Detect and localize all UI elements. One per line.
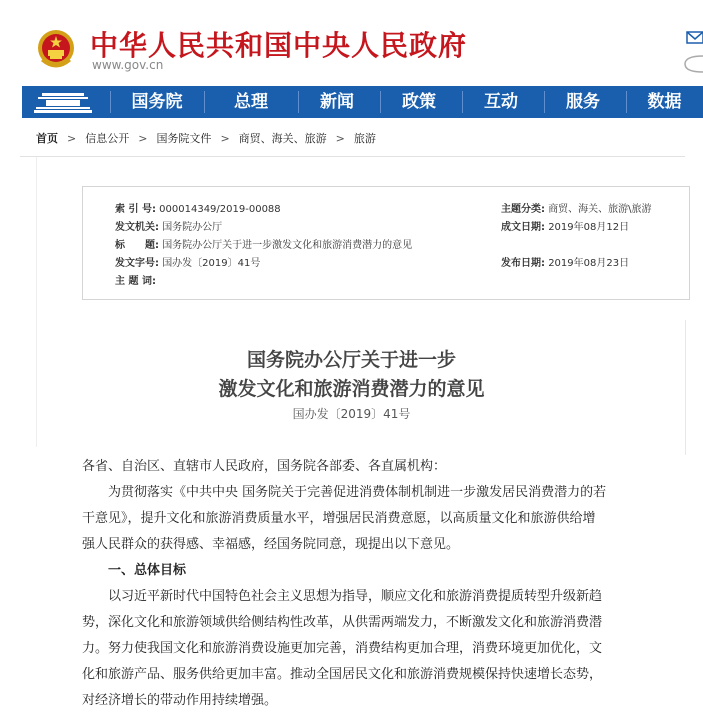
- nav-item-services[interactable]: 服务: [566, 92, 600, 112]
- paragraph-line: 以习近平新时代中国特色社会主义思想为指导，顺应文化和旅游消费提质转型升级新趋: [82, 589, 603, 604]
- nav-item-interaction[interactable]: 互动: [484, 92, 518, 112]
- paragraph-line: 干意见》，提升文化和旅游消费质量水平，增强居民消费意愿，以高质量文化和旅游供给增: [82, 511, 596, 526]
- nav-divider: [110, 91, 111, 113]
- paragraph-line: 强人民群众的获得感、幸福感，经国务院同意，现提出以下意见。: [82, 537, 460, 552]
- site-url[interactable]: www.gov.cn: [92, 58, 164, 72]
- meta-title-label: 标 题:: [115, 240, 159, 251]
- nav-item-data[interactable]: 数据: [647, 92, 682, 112]
- site-title[interactable]: 中华人民共和国中央人民政府: [90, 29, 468, 62]
- meta-index-value: 000014349/2019-00088: [159, 204, 281, 215]
- nav-item-policy[interactable]: 政策: [402, 92, 436, 112]
- nav-item-state-council[interactable]: 国务院: [131, 92, 183, 112]
- meta-title-value: 国务院办公厅关于进一步激发文化和旅游消费潜力的意见: [162, 240, 413, 251]
- content-divider: [20, 156, 685, 157]
- meta-category: [501, 200, 652, 215]
- breadcrumb-info-public[interactable]: 信息公开: [85, 132, 130, 145]
- chevron-right-icon: >: [335, 132, 345, 145]
- chevron-right-icon: >: [220, 132, 230, 145]
- meta-category-label: 主题分类:: [501, 204, 545, 215]
- meta-published-value: 2019年08月23日: [548, 258, 630, 269]
- meta-title: [115, 236, 412, 251]
- nav-item-premier[interactable]: 总理: [234, 92, 268, 112]
- meta-issuer: [115, 218, 222, 233]
- document-title-line2: 激发文化和旅游消费潜力的意见: [218, 378, 485, 400]
- section-heading: 一、总体目标: [82, 563, 187, 578]
- chevron-right-icon: >: [67, 132, 77, 145]
- meta-subject-label: 主 题 词:: [115, 276, 156, 287]
- paragraph-line: 力。努力使我国文化和旅游消费设施更加完善，消费结构更加合理，消费环境更加优化，文: [82, 641, 603, 656]
- paragraph-line: 为贯彻落实《中共中央 国务院关于完善促进消费体制机制进一步激发居民消费潜力的若: [82, 485, 607, 500]
- meta-category-value: 商贸、海关、旅游\旅游: [548, 204, 652, 215]
- meta-docno-label: 发文字号:: [115, 258, 159, 269]
- paragraph-line: 对经济增长的带动作用持续增强。: [82, 693, 278, 708]
- meta-issuer-label: 发文机关:: [115, 222, 159, 233]
- meta-docno: [115, 254, 260, 269]
- document-title-line1: 国务院办公厅关于进一步: [246, 349, 456, 371]
- breadcrumb-trade-customs-tourism[interactable]: 商贸、海关、旅游: [238, 132, 327, 145]
- meta-index: [115, 200, 281, 215]
- nav-divider: [204, 91, 205, 113]
- document-metadata-box: [82, 186, 690, 300]
- meta-published: [501, 254, 629, 269]
- nav-item-news[interactable]: 新闻: [320, 92, 354, 112]
- meta-docno-value: 国办发〔2019〕41号: [162, 258, 261, 269]
- breadcrumb-state-council-docs[interactable]: 国务院文件: [156, 132, 212, 145]
- home-gate-icon[interactable]: [22, 86, 104, 118]
- meta-created: [501, 218, 629, 233]
- meta-issuer-value: 国务院办公厅: [162, 222, 223, 233]
- mail-icon[interactable]: [681, 30, 703, 76]
- page-border: [36, 157, 37, 447]
- breadcrumb-tourism[interactable]: 旅游: [353, 132, 376, 145]
- addressee: 各省、自治区、直辖市人民政府，国务院各部委、各直属机构：: [82, 459, 447, 474]
- breadcrumb: [36, 130, 376, 146]
- meta-created-label: 成文日期:: [501, 222, 545, 233]
- meta-published-label: 发布日期:: [501, 258, 545, 269]
- document-number: 国办发〔2019〕41号: [292, 407, 411, 421]
- meta-index-label: 索 引 号:: [115, 204, 156, 215]
- breadcrumb-home[interactable]: 首页: [36, 132, 58, 145]
- meta-subject: [115, 272, 156, 287]
- paragraph-line: 化和旅游产品、服务供给更加丰富。推动全国居民文化和旅游消费规模保持快速增长态势，: [82, 667, 603, 682]
- main-nav: [22, 86, 703, 118]
- meta-created-value: 2019年08月12日: [548, 222, 630, 233]
- chevron-right-icon: >: [138, 132, 148, 145]
- paragraph-line: 势，深化文化和旅游领域供给侧结构性改革，从供需两端发力，不断激发文化和旅游消费潜: [82, 615, 603, 630]
- site-header: [0, 0, 703, 86]
- national-emblem-icon[interactable]: [36, 28, 76, 70]
